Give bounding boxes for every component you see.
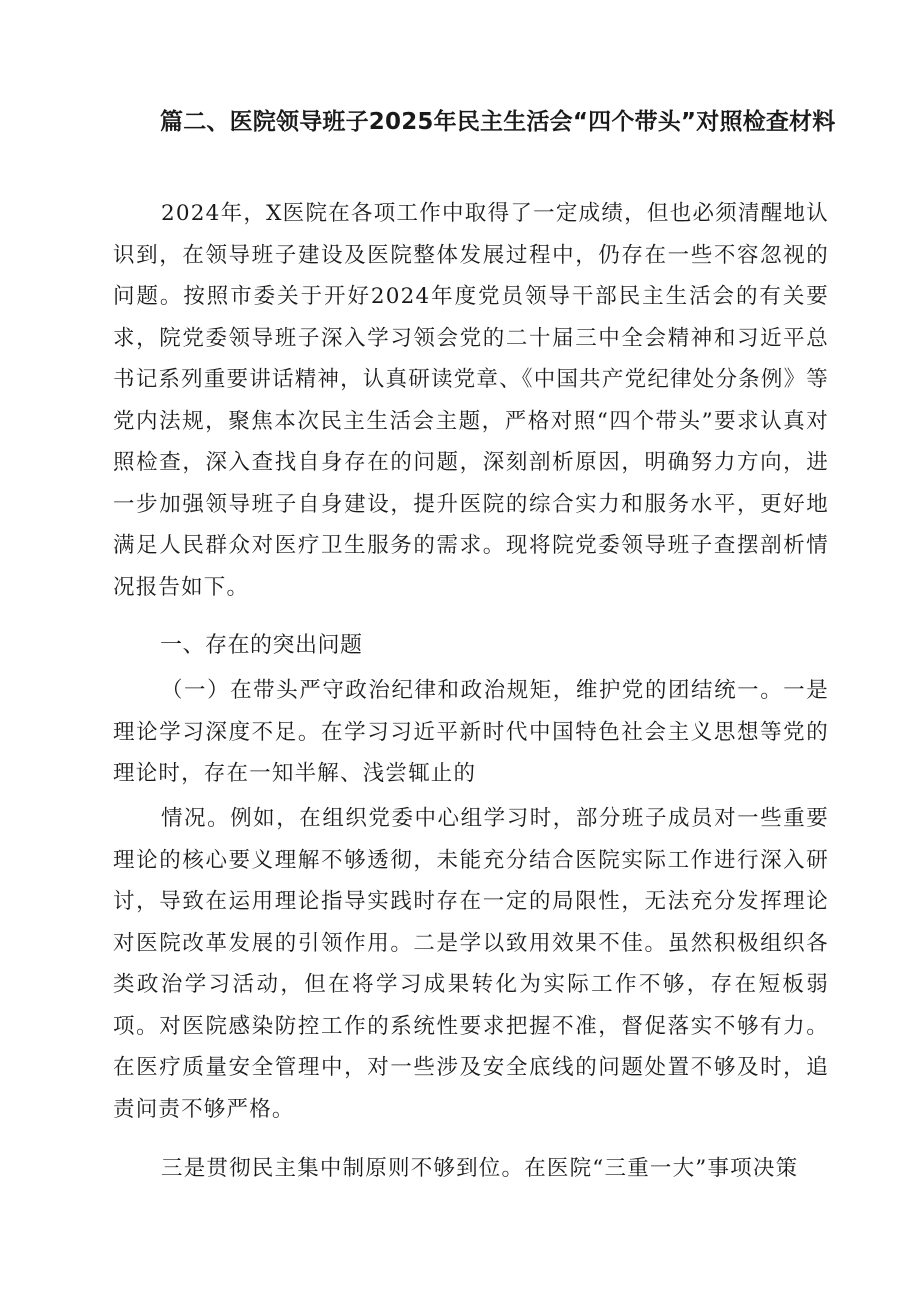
item-three-paragraph: 三是贯彻民主集中制原则不够到位。在医院“三重一大”事项决策 [161, 1156, 799, 1181]
item-one-continuation-paragraph: 情况。例如，在组织党委中心组学习时，部分班子成员对一些重要理论的核心要义理解不够透彻，未能充分结合医院实际工作进行深入研讨，导致在运用理论指导实践时存在一定的局限性，无法充分发挥理论对医院改革发展的引领作用。二是学以致用效果不佳。虽然积极组织各类政治学习活动，但在将学习成果转化为实际工作不够，存在短板弱项。对医院感染防控工作的系统性要求把握不准，督促落实不够有力。在医疗质量安全管理中，对一些涉及安全底线的问题处置不够及时，追责问责不够严格。 [113, 806, 829, 1122]
document-title: 篇二、医院领导班子2025年民主生活会“四个带头”对照检查材料 [160, 109, 836, 135]
section-heading-problems: 一、存在的突出问题 [160, 633, 363, 658]
item-one-paragraph: （一）在带头严守政治纪律和政治规矩，维护党的团结统一。一是理论学习深度不足。在学习习近平新时代中国特色社会主义思想等党的理论时，存在一知半解、浅尝辄止的 [113, 678, 829, 786]
intro-paragraph: 2024年，X医院在各项工作中取得了一定成绩，但也必须清醒地认识到，在领导班子建设及医院整体发展过程中，仍存在一些不容忽视的问题。按照市委关于开好2024年度党员领导干部民主生活会的有关要求，院党委领导班子深入学习领会党的二十届三中全会精神和习近平总书记系列重要讲话精神，认真研读党章、《中国共产党纪律处分条例》等党内法规，聚焦本次民主生活会主题，严格对照“四个带头”要求认真对照检查，深入查找自身存在的问题，深刻剖析原因，明确努力方向，进一步加强领导班子自身建设，提升医院的综合实力和服务水平，更好地满足人民群众对医疗卫生服务的需求。现将院党委领导班子查摆剖析情况报告如下。 [113, 201, 829, 600]
